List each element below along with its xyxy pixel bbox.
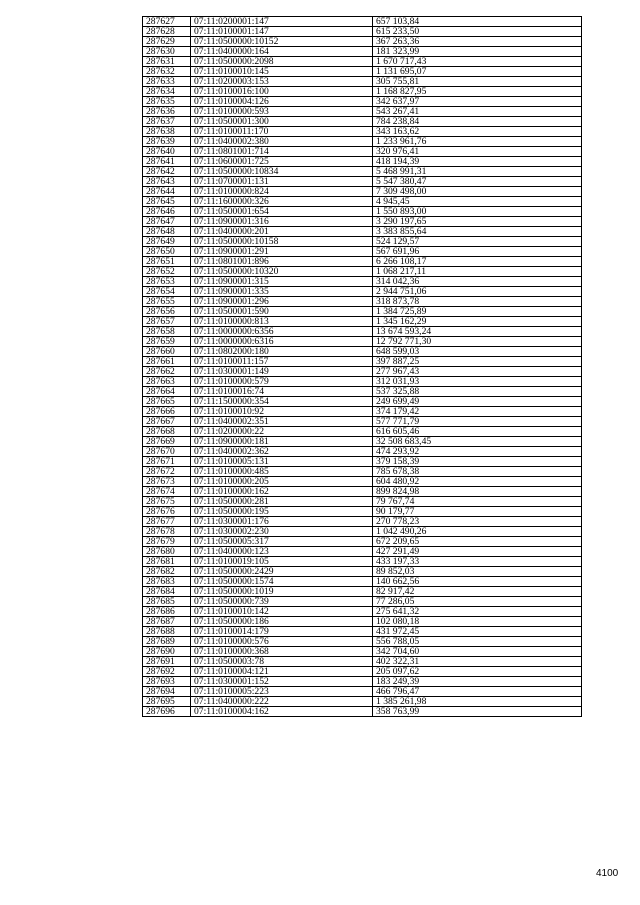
row-id-cell: 287651 bbox=[143, 257, 191, 267]
value-cell: 1 345 162,29 bbox=[373, 317, 582, 327]
cadastral-number-cell: 07:11:0200000:22 bbox=[191, 427, 373, 437]
table-row bbox=[143, 127, 582, 137]
value-cell: 466 796,47 bbox=[373, 687, 582, 697]
cadastral-number-cell: 07:11:0200001:147 bbox=[191, 17, 373, 27]
value-cell: 270 778,23 bbox=[373, 517, 582, 527]
table-row bbox=[143, 207, 582, 217]
table-row bbox=[143, 267, 582, 277]
cadastral-number-cell: 07:11:0801001:714 bbox=[191, 147, 373, 157]
cadastral-number-cell: 07:11:0900001:296 bbox=[191, 297, 373, 307]
cadastral-number-cell: 07:11:0100000:205 bbox=[191, 477, 373, 487]
row-id-cell: 287673 bbox=[143, 477, 191, 487]
table-row bbox=[143, 337, 582, 347]
table-row bbox=[143, 217, 582, 227]
cadastral-number-cell: 07:11:0100000:593 bbox=[191, 107, 373, 117]
table-row bbox=[143, 507, 582, 517]
row-id-cell: 287695 bbox=[143, 697, 191, 707]
value-cell: 305 755,81 bbox=[373, 77, 582, 87]
row-id-cell: 287652 bbox=[143, 267, 191, 277]
cadastral-number-cell: 07:11:0100004:126 bbox=[191, 97, 373, 107]
value-cell: 3 290 197,65 bbox=[373, 217, 582, 227]
table-row bbox=[143, 647, 582, 657]
row-id-cell: 287644 bbox=[143, 187, 191, 197]
row-id-cell: 287627 bbox=[143, 17, 191, 27]
table-row bbox=[143, 117, 582, 127]
row-id-cell: 287663 bbox=[143, 377, 191, 387]
value-cell: 6 266 108,17 bbox=[373, 257, 582, 267]
cadastral-number-cell: 07:11:0801001:896 bbox=[191, 257, 373, 267]
table-row bbox=[143, 497, 582, 507]
row-id-cell: 287647 bbox=[143, 217, 191, 227]
cadastral-number-cell: 07:11:0100000:576 bbox=[191, 637, 373, 647]
value-cell: 537 325,88 bbox=[373, 387, 582, 397]
cadastral-number-cell: 07:11:0500000:10320 bbox=[191, 267, 373, 277]
cadastral-number-cell: 07:11:0500001:300 bbox=[191, 117, 373, 127]
table-row bbox=[143, 167, 582, 177]
table-row bbox=[143, 607, 582, 617]
value-cell: 577 771,79 bbox=[373, 417, 582, 427]
row-id-cell: 287632 bbox=[143, 67, 191, 77]
row-id-cell: 287684 bbox=[143, 587, 191, 597]
row-id-cell: 287679 bbox=[143, 537, 191, 547]
table-row bbox=[143, 57, 582, 67]
row-id-cell: 287637 bbox=[143, 117, 191, 127]
value-cell: 82 917,42 bbox=[373, 587, 582, 597]
table-row bbox=[143, 447, 582, 457]
cadastral-number-cell: 07:11:0400000:164 bbox=[191, 47, 373, 57]
data-table bbox=[142, 16, 582, 717]
table-row bbox=[143, 577, 582, 587]
value-cell: 90 179,77 bbox=[373, 507, 582, 517]
table-row bbox=[143, 137, 582, 147]
table-row bbox=[143, 407, 582, 417]
row-id-cell: 287656 bbox=[143, 307, 191, 317]
row-id-cell: 287640 bbox=[143, 147, 191, 157]
table-row bbox=[143, 367, 582, 377]
cadastral-number-cell: 07:11:0100010:92 bbox=[191, 407, 373, 417]
row-id-cell: 287691 bbox=[143, 657, 191, 667]
cadastral-number-cell: 07:11:0900001:335 bbox=[191, 287, 373, 297]
table-row bbox=[143, 317, 582, 327]
table-row bbox=[143, 87, 582, 97]
row-id-cell: 287641 bbox=[143, 157, 191, 167]
cadastral-number-cell: 07:11:0100010:145 bbox=[191, 67, 373, 77]
cadastral-number-cell: 07:11:0100000:162 bbox=[191, 487, 373, 497]
table-row bbox=[143, 297, 582, 307]
value-cell: 474 293,92 bbox=[373, 447, 582, 457]
value-cell: 314 042,36 bbox=[373, 277, 582, 287]
value-cell: 77 286,05 bbox=[373, 597, 582, 607]
table-body bbox=[143, 17, 582, 717]
cadastral-number-cell: 07:11:0100005:223 bbox=[191, 687, 373, 697]
row-id-cell: 287657 bbox=[143, 317, 191, 327]
cadastral-number-cell: 07:11:0500000:1019 bbox=[191, 587, 373, 597]
value-cell: 249 699,49 bbox=[373, 397, 582, 407]
value-cell: 4 945,45 bbox=[373, 197, 582, 207]
value-cell: 367 263,36 bbox=[373, 37, 582, 47]
row-id-cell: 287690 bbox=[143, 647, 191, 657]
row-id-cell: 287667 bbox=[143, 417, 191, 427]
cadastral-number-cell: 07:11:1500000:354 bbox=[191, 397, 373, 407]
row-id-cell: 287665 bbox=[143, 397, 191, 407]
page-number: 4100 bbox=[596, 868, 619, 879]
value-cell: 358 763,99 bbox=[373, 707, 582, 717]
cadastral-number-cell: 07:11:0100016:100 bbox=[191, 87, 373, 97]
row-id-cell: 287650 bbox=[143, 247, 191, 257]
cadastral-number-cell: 07:11:0900001:316 bbox=[191, 217, 373, 227]
cadastral-number-cell: 07:11:0100005:131 bbox=[191, 457, 373, 467]
row-id-cell: 287670 bbox=[143, 447, 191, 457]
value-cell: 431 972,45 bbox=[373, 627, 582, 637]
value-cell: 1 550 893,00 bbox=[373, 207, 582, 217]
row-id-cell: 287634 bbox=[143, 87, 191, 97]
row-id-cell: 287671 bbox=[143, 457, 191, 467]
value-cell: 342 637,97 bbox=[373, 97, 582, 107]
table-row bbox=[143, 187, 582, 197]
row-id-cell: 287689 bbox=[143, 637, 191, 647]
row-id-cell: 287688 bbox=[143, 627, 191, 637]
row-id-cell: 287631 bbox=[143, 57, 191, 67]
value-cell: 12 792 771,30 bbox=[373, 337, 582, 347]
value-cell: 2 944 751,06 bbox=[373, 287, 582, 297]
row-id-cell: 287696 bbox=[143, 707, 191, 717]
table-row bbox=[143, 327, 582, 337]
row-id-cell: 287678 bbox=[143, 527, 191, 537]
value-cell: 427 291,49 bbox=[373, 547, 582, 557]
cadastral-number-cell: 07:11:0300001:149 bbox=[191, 367, 373, 377]
row-id-cell: 287682 bbox=[143, 567, 191, 577]
value-cell: 205 097,62 bbox=[373, 667, 582, 677]
value-cell: 418 194,39 bbox=[373, 157, 582, 167]
value-cell: 181 323,99 bbox=[373, 47, 582, 57]
table-row bbox=[143, 667, 582, 677]
row-id-cell: 287677 bbox=[143, 517, 191, 527]
table-row bbox=[143, 427, 582, 437]
cadastral-number-cell: 07:11:0100004:162 bbox=[191, 707, 373, 717]
cadastral-number-cell: 07:11:0100000:368 bbox=[191, 647, 373, 657]
cadastral-number-cell: 07:11:0500001:590 bbox=[191, 307, 373, 317]
table-row bbox=[143, 467, 582, 477]
table-row bbox=[143, 617, 582, 627]
table-row bbox=[143, 687, 582, 697]
table-row bbox=[143, 587, 582, 597]
table-row bbox=[143, 77, 582, 87]
cadastral-number-cell: 07:11:0500000:186 bbox=[191, 617, 373, 627]
cadastral-number-cell: 07:11:0300001:152 bbox=[191, 677, 373, 687]
row-id-cell: 287628 bbox=[143, 27, 191, 37]
cadastral-number-cell: 07:11:0500005:317 bbox=[191, 537, 373, 547]
row-id-cell: 287659 bbox=[143, 337, 191, 347]
cadastral-number-cell: 07:11:0500000:2098 bbox=[191, 57, 373, 67]
cadastral-number-cell: 07:11:0900001:315 bbox=[191, 277, 373, 287]
cadastral-number-cell: 07:11:0100000:813 bbox=[191, 317, 373, 327]
cadastral-number-cell: 07:11:0400000:123 bbox=[191, 547, 373, 557]
row-id-cell: 287672 bbox=[143, 467, 191, 477]
value-cell: 524 129,57 bbox=[373, 237, 582, 247]
cadastral-number-cell: 07:11:0100011:157 bbox=[191, 357, 373, 367]
value-cell: 1 384 725,89 bbox=[373, 307, 582, 317]
value-cell: 320 976,41 bbox=[373, 147, 582, 157]
cadastral-number-cell: 07:11:0100016:74 bbox=[191, 387, 373, 397]
cadastral-number-cell: 07:11:0400000:201 bbox=[191, 227, 373, 237]
value-cell: 402 322,31 bbox=[373, 657, 582, 667]
row-id-cell: 287635 bbox=[143, 97, 191, 107]
table-row bbox=[143, 697, 582, 707]
cadastral-number-cell: 07:11:0500001:654 bbox=[191, 207, 373, 217]
table-row bbox=[143, 17, 582, 27]
value-cell: 616 605,46 bbox=[373, 427, 582, 437]
cadastral-number-cell: 07:11:0500003:78 bbox=[191, 657, 373, 667]
table-row bbox=[143, 67, 582, 77]
table-row bbox=[143, 47, 582, 57]
cadastral-number-cell: 07:11:0500000:10834 bbox=[191, 167, 373, 177]
table-row bbox=[143, 197, 582, 207]
cadastral-number-cell: 07:11:0500000:1574 bbox=[191, 577, 373, 587]
table-row bbox=[143, 177, 582, 187]
value-cell: 397 887,25 bbox=[373, 357, 582, 367]
value-cell: 318 873,78 bbox=[373, 297, 582, 307]
value-cell: 648 599,03 bbox=[373, 347, 582, 357]
cadastral-number-cell: 07:11:0300001:176 bbox=[191, 517, 373, 527]
row-id-cell: 287669 bbox=[143, 437, 191, 447]
row-id-cell: 287693 bbox=[143, 677, 191, 687]
row-id-cell: 287639 bbox=[143, 137, 191, 147]
cadastral-number-cell: 07:11:0300002:230 bbox=[191, 527, 373, 537]
value-cell: 312 031,93 bbox=[373, 377, 582, 387]
table-row bbox=[143, 457, 582, 467]
value-cell: 657 103,84 bbox=[373, 17, 582, 27]
row-id-cell: 287661 bbox=[143, 357, 191, 367]
row-id-cell: 287686 bbox=[143, 607, 191, 617]
row-id-cell: 287675 bbox=[143, 497, 191, 507]
row-id-cell: 287685 bbox=[143, 597, 191, 607]
table-row bbox=[143, 97, 582, 107]
table-row bbox=[143, 657, 582, 667]
value-cell: 7 309 498,00 bbox=[373, 187, 582, 197]
value-cell: 5 547 380,47 bbox=[373, 177, 582, 187]
value-cell: 556 788,05 bbox=[373, 637, 582, 647]
value-cell: 3 383 855,64 bbox=[373, 227, 582, 237]
value-cell: 433 197,33 bbox=[373, 557, 582, 567]
cadastral-number-cell: 07:11:0100010:142 bbox=[191, 607, 373, 617]
table-row bbox=[143, 357, 582, 367]
table-row bbox=[143, 347, 582, 357]
value-cell: 374 179,42 bbox=[373, 407, 582, 417]
value-cell: 79 767,74 bbox=[373, 497, 582, 507]
table-row bbox=[143, 707, 582, 717]
cadastral-number-cell: 07:11:0900001:291 bbox=[191, 247, 373, 257]
cadastral-number-cell: 07:11:0100000:485 bbox=[191, 467, 373, 477]
table-row bbox=[143, 477, 582, 487]
table-row bbox=[143, 27, 582, 37]
cadastral-number-cell: 07:11:0500000:281 bbox=[191, 497, 373, 507]
table-row bbox=[143, 227, 582, 237]
table-row bbox=[143, 157, 582, 167]
row-id-cell: 287692 bbox=[143, 667, 191, 677]
row-id-cell: 287646 bbox=[143, 207, 191, 217]
cadastral-number-cell: 07:11:0500000:739 bbox=[191, 597, 373, 607]
cadastral-number-cell: 07:11:0100000:579 bbox=[191, 377, 373, 387]
value-cell: 1 131 695,07 bbox=[373, 67, 582, 77]
row-id-cell: 287633 bbox=[143, 77, 191, 87]
cadastral-number-cell: 07:11:0100004:121 bbox=[191, 667, 373, 677]
row-id-cell: 287654 bbox=[143, 287, 191, 297]
row-id-cell: 287660 bbox=[143, 347, 191, 357]
table-row bbox=[143, 307, 582, 317]
value-cell: 899 824,98 bbox=[373, 487, 582, 497]
value-cell: 672 209,65 bbox=[373, 537, 582, 547]
row-id-cell: 287636 bbox=[143, 107, 191, 117]
row-id-cell: 287638 bbox=[143, 127, 191, 137]
cadastral-number-cell: 07:11:0400002:351 bbox=[191, 417, 373, 427]
table-row bbox=[143, 547, 582, 557]
row-id-cell: 287655 bbox=[143, 297, 191, 307]
table-row bbox=[143, 417, 582, 427]
table-row bbox=[143, 147, 582, 157]
row-id-cell: 287658 bbox=[143, 327, 191, 337]
value-cell: 567 691,96 bbox=[373, 247, 582, 257]
cadastral-number-cell: 07:11:0700001:131 bbox=[191, 177, 373, 187]
value-cell: 183 249,39 bbox=[373, 677, 582, 687]
value-cell: 1 168 827,95 bbox=[373, 87, 582, 97]
cadastral-number-cell: 07:11:0600001:725 bbox=[191, 157, 373, 167]
table-row bbox=[143, 557, 582, 567]
value-cell: 784 238,84 bbox=[373, 117, 582, 127]
value-cell: 615 233,50 bbox=[373, 27, 582, 37]
row-id-cell: 287683 bbox=[143, 577, 191, 587]
cadastral-number-cell: 07:11:0000000:6356 bbox=[191, 327, 373, 337]
value-cell: 1 042 490,26 bbox=[373, 527, 582, 537]
value-cell: 102 080,18 bbox=[373, 617, 582, 627]
row-id-cell: 287681 bbox=[143, 557, 191, 567]
row-id-cell: 287629 bbox=[143, 37, 191, 47]
value-cell: 13 674 593,24 bbox=[373, 327, 582, 337]
value-cell: 604 480,92 bbox=[373, 477, 582, 487]
table-row bbox=[143, 247, 582, 257]
cadastral-number-cell: 07:11:0100014:179 bbox=[191, 627, 373, 637]
value-cell: 140 662,56 bbox=[373, 577, 582, 587]
table-row bbox=[143, 387, 582, 397]
cadastral-number-cell: 07:11:0100011:170 bbox=[191, 127, 373, 137]
value-cell: 32 508 683,45 bbox=[373, 437, 582, 447]
row-id-cell: 287642 bbox=[143, 167, 191, 177]
cadastral-number-cell: 07:11:0500000:10152 bbox=[191, 37, 373, 47]
cadastral-number-cell: 07:11:0000000:6316 bbox=[191, 337, 373, 347]
value-cell: 5 468 991,31 bbox=[373, 167, 582, 177]
value-cell: 89 852,03 bbox=[373, 567, 582, 577]
cadastral-number-cell: 07:11:0500000:10158 bbox=[191, 237, 373, 247]
cadastral-number-cell: 07:11:0400000:222 bbox=[191, 697, 373, 707]
row-id-cell: 287668 bbox=[143, 427, 191, 437]
value-cell: 1 670 717,43 bbox=[373, 57, 582, 67]
row-id-cell: 287680 bbox=[143, 547, 191, 557]
value-cell: 379 158,39 bbox=[373, 457, 582, 467]
table-row bbox=[143, 277, 582, 287]
value-cell: 342 704,60 bbox=[373, 647, 582, 657]
table-row bbox=[143, 397, 582, 407]
table-row bbox=[143, 597, 582, 607]
cadastral-number-cell: 07:11:0400002:362 bbox=[191, 447, 373, 457]
value-cell: 543 267,41 bbox=[373, 107, 582, 117]
row-id-cell: 287653 bbox=[143, 277, 191, 287]
cadastral-number-cell: 07:11:0400002:380 bbox=[191, 137, 373, 147]
cadastral-number-cell: 07:11:0100001:147 bbox=[191, 27, 373, 37]
value-cell: 1 233 961,76 bbox=[373, 137, 582, 147]
table-row bbox=[143, 637, 582, 647]
table-row bbox=[143, 257, 582, 267]
row-id-cell: 287643 bbox=[143, 177, 191, 187]
row-id-cell: 287645 bbox=[143, 197, 191, 207]
table-row bbox=[143, 287, 582, 297]
value-cell: 1 068 217,11 bbox=[373, 267, 582, 277]
row-id-cell: 287649 bbox=[143, 237, 191, 247]
row-id-cell: 287687 bbox=[143, 617, 191, 627]
row-id-cell: 287674 bbox=[143, 487, 191, 497]
table-row bbox=[143, 107, 582, 117]
row-id-cell: 287666 bbox=[143, 407, 191, 417]
value-cell: 343 163,62 bbox=[373, 127, 582, 137]
value-cell: 277 967,43 bbox=[373, 367, 582, 377]
table-row bbox=[143, 437, 582, 447]
table-row bbox=[143, 527, 582, 537]
row-id-cell: 287630 bbox=[143, 47, 191, 57]
row-id-cell: 287664 bbox=[143, 387, 191, 397]
table-row bbox=[143, 627, 582, 637]
table-row bbox=[143, 567, 582, 577]
table-row bbox=[143, 677, 582, 687]
cadastral-number-cell: 07:11:0802000:180 bbox=[191, 347, 373, 357]
cadastral-number-cell: 07:11:0500000:195 bbox=[191, 507, 373, 517]
cadastral-number-cell: 07:11:0900000:181 bbox=[191, 437, 373, 447]
row-id-cell: 287676 bbox=[143, 507, 191, 517]
table-row bbox=[143, 517, 582, 527]
row-id-cell: 287662 bbox=[143, 367, 191, 377]
cadastral-number-cell: 07:11:0100019:105 bbox=[191, 557, 373, 567]
table-row bbox=[143, 487, 582, 497]
cadastral-number-cell: 07:11:0500000:2429 bbox=[191, 567, 373, 577]
cadastral-number-cell: 07:11:0100000:824 bbox=[191, 187, 373, 197]
value-cell: 1 385 261,98 bbox=[373, 697, 582, 707]
table-row bbox=[143, 377, 582, 387]
table-row bbox=[143, 37, 582, 47]
table-row bbox=[143, 237, 582, 247]
value-cell: 275 641,32 bbox=[373, 607, 582, 617]
cadastral-number-cell: 07:11:1600000:326 bbox=[191, 197, 373, 207]
row-id-cell: 287694 bbox=[143, 687, 191, 697]
value-cell: 785 678,38 bbox=[373, 467, 582, 477]
cadastral-number-cell: 07:11:0200003:153 bbox=[191, 77, 373, 87]
table-row bbox=[143, 537, 582, 547]
row-id-cell: 287648 bbox=[143, 227, 191, 237]
